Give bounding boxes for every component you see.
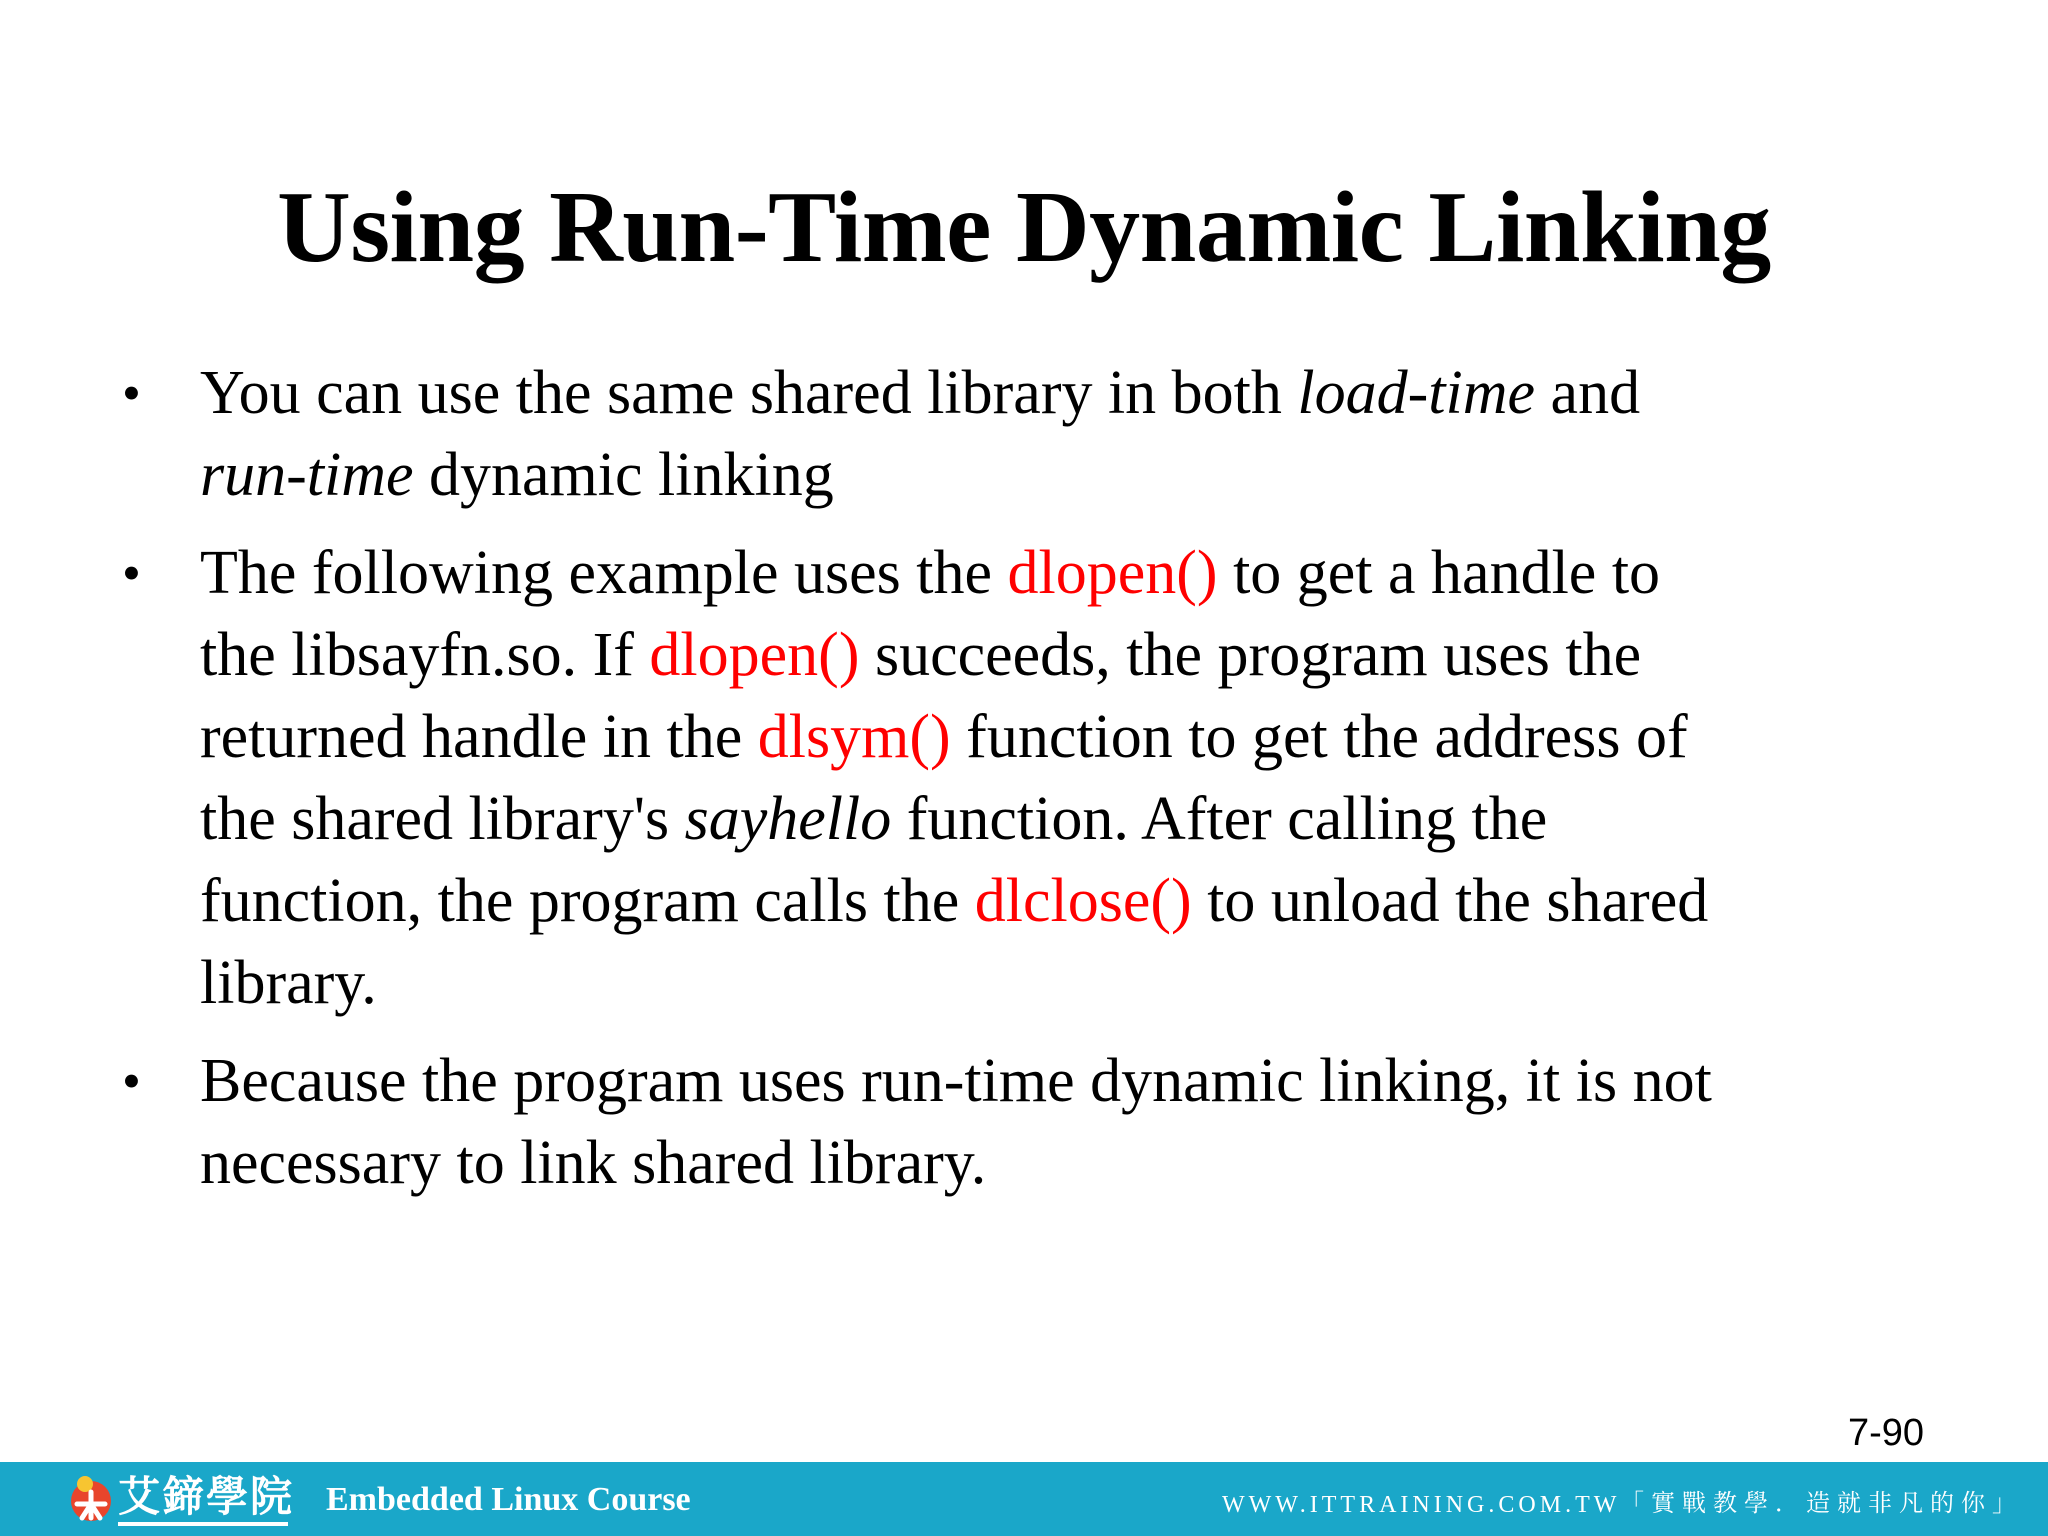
text-segment: function to get the address of	[950, 703, 1688, 771]
footer-url: WWW.ITTRAINING.COM.TW	[1222, 1492, 1621, 1518]
text-segment: to get a handle to	[1217, 539, 1661, 607]
text-segment: and	[1535, 359, 1641, 427]
footer-slogan: 「實戰教學．造就非凡的你」	[1620, 1489, 2023, 1517]
function-name-dlsym: dlsym()	[757, 703, 951, 771]
text-segment: Because the program uses run-time dynamic linking, it is not	[200, 1047, 1712, 1115]
ittraining-logo-icon	[68, 1474, 114, 1524]
text-segment: the shared library's	[200, 785, 685, 853]
bullet-line	[200, 1040, 1988, 1122]
bullet-list	[0, 352, 2048, 1220]
bullet-line	[200, 352, 1988, 434]
footer-logo-underline	[118, 1522, 288, 1526]
text-segment: necessary to link shared library.	[200, 1129, 987, 1197]
emphasis-run-time: run-time	[200, 441, 414, 509]
bullet-line	[200, 532, 1988, 614]
bullet-item-2	[0, 532, 2048, 1024]
bullet-line	[200, 860, 1988, 942]
text-segment: function. After calling the	[891, 785, 1548, 853]
text-segment: the libsayfn.so. If	[200, 621, 650, 689]
footer-logo-text: 艾鍗學院	[118, 1472, 295, 1521]
emphasis-sayhello: sayhello	[684, 785, 892, 853]
text-segment: to unload the shared	[1191, 867, 1709, 935]
bullet-line	[200, 778, 1988, 860]
text-segment: dynamic linking	[413, 441, 834, 509]
bullet-line	[200, 942, 1988, 1024]
footer-bar	[0, 1462, 2048, 1536]
emphasis-load-time: load-time	[1297, 359, 1536, 427]
bullet-dot-icon: •	[122, 363, 141, 423]
slide-title: Using Run-Time Dynamic Linking	[277, 171, 1771, 284]
function-name-dlopen: dlopen()	[1007, 539, 1218, 607]
text-segment: The following example uses the	[200, 539, 1008, 607]
text-segment: succeeds, the program uses the	[859, 621, 1642, 689]
bullet-line	[200, 696, 1988, 778]
bullet-line	[200, 1122, 1988, 1204]
bullet-item-1	[0, 352, 2048, 516]
bullet-item-3	[0, 1040, 2048, 1204]
page-number: 7-90	[1847, 1412, 1924, 1454]
bullet-dot-icon: •	[122, 1051, 141, 1111]
bullet-line	[200, 614, 1988, 696]
text-segment: library.	[200, 949, 377, 1017]
bullet-line	[200, 434, 1988, 516]
function-name-dlopen: dlopen()	[649, 621, 860, 689]
footer-course-name: Embedded Linux Course	[326, 1481, 691, 1518]
text-segment: function, the program calls the	[200, 867, 975, 935]
function-name-dlclose: dlclose()	[974, 867, 1192, 935]
text-segment: returned handle in the	[200, 703, 758, 771]
bullet-dot-icon: •	[122, 543, 141, 603]
text-segment: You can use the same shared library in both	[200, 359, 1298, 427]
